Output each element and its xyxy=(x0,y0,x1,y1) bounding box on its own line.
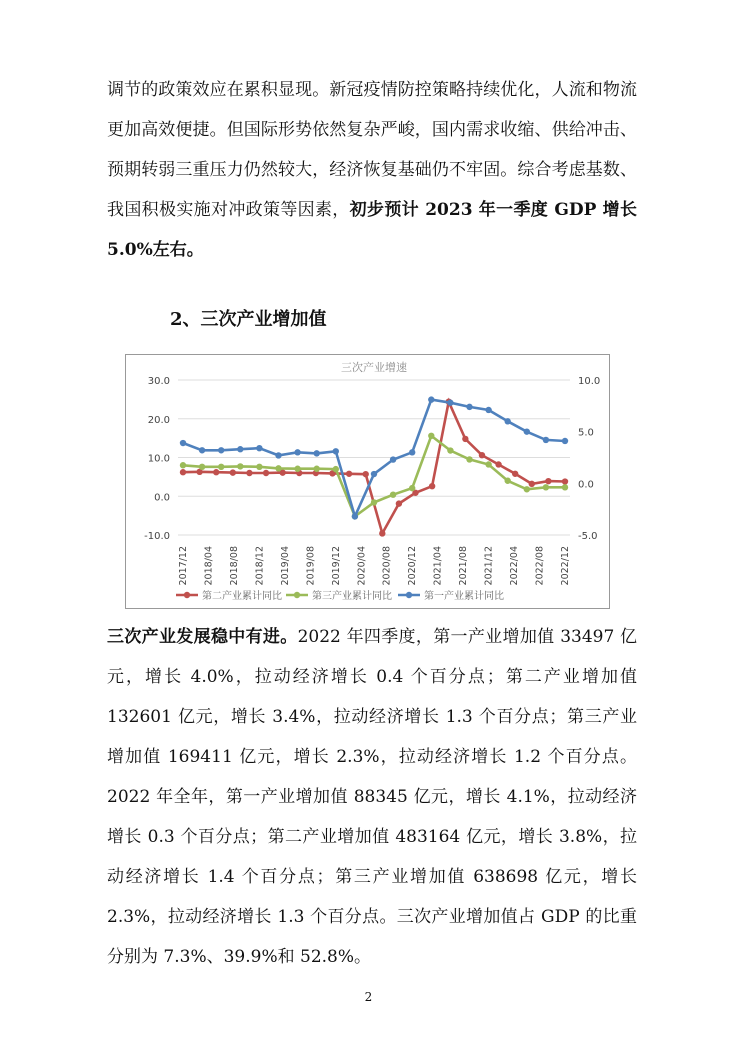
x-tick-label: 2021/04 xyxy=(432,546,444,586)
data-point-series-1 xyxy=(495,461,501,467)
data-point-series-3 xyxy=(275,452,281,458)
paragraph-industry-value xyxy=(107,617,637,977)
data-point-series-3 xyxy=(409,449,415,455)
x-tick-label: 2020/12 xyxy=(407,546,419,586)
data-point-series-2 xyxy=(466,456,472,462)
data-point-series-1 xyxy=(362,471,368,477)
data-point-series-2 xyxy=(371,499,377,505)
data-point-series-2 xyxy=(218,464,224,470)
page-number: 2 xyxy=(364,990,373,1004)
y-tick-left: 20.0 xyxy=(147,414,170,426)
data-point-series-2 xyxy=(485,461,491,467)
data-point-series-3 xyxy=(428,396,434,402)
data-point-series-2 xyxy=(409,485,415,491)
data-point-series-3 xyxy=(485,407,491,413)
data-point-series-1 xyxy=(379,530,385,536)
data-point-series-1 xyxy=(396,500,402,506)
data-point-series-3 xyxy=(294,449,300,455)
y-tick-right: 5.0 xyxy=(578,427,594,439)
data-point-series-3 xyxy=(390,456,396,462)
chart-svg xyxy=(126,355,609,608)
chart-title: 三次产业增速 xyxy=(341,361,407,374)
data-point-series-3 xyxy=(371,471,377,477)
x-tick-label: 2022/08 xyxy=(534,546,546,586)
data-point-series-1 xyxy=(545,478,551,484)
data-point-series-1 xyxy=(562,478,568,484)
paragraph-bold-lead: 三次产业发展稳中有进。 xyxy=(107,627,298,647)
data-point-series-2 xyxy=(256,464,262,470)
data-point-series-3 xyxy=(466,404,472,410)
legend-label: 第三产业累计同比 xyxy=(312,591,392,602)
legend-swatch-marker xyxy=(184,592,190,598)
data-point-series-2 xyxy=(294,466,300,472)
data-point-series-2 xyxy=(314,466,320,472)
x-tick-label: 2021/08 xyxy=(458,546,470,586)
data-point-series-3 xyxy=(543,437,549,443)
data-point-series-3 xyxy=(180,440,186,446)
data-point-series-3 xyxy=(352,513,358,519)
data-point-series-3 xyxy=(524,428,530,434)
data-point-series-1 xyxy=(429,483,435,489)
data-point-series-3 xyxy=(505,418,511,424)
data-point-series-2 xyxy=(505,478,511,484)
y-tick-right: 0.0 xyxy=(578,479,594,491)
x-tick-label: 2021/12 xyxy=(483,546,495,586)
x-tick-label: 2020/04 xyxy=(356,546,368,586)
data-point-series-2 xyxy=(524,486,530,492)
data-point-series-1 xyxy=(213,469,219,475)
x-tick-label: 2022/12 xyxy=(560,546,571,586)
y-tick-right: -5.0 xyxy=(578,531,598,542)
x-tick-label: 2018/08 xyxy=(228,546,240,586)
data-point-series-1 xyxy=(263,470,269,476)
legend-swatch-marker xyxy=(406,592,412,598)
legend-label: 第二产业累计同比 xyxy=(202,591,282,602)
x-tick-label: 2019/08 xyxy=(305,546,317,586)
industry-growth-chart xyxy=(125,354,610,609)
y-tick-left: 0.0 xyxy=(154,492,170,504)
paragraph-text: 调节的政策效应在累积显现。新冠疫情防控策略持续优化，人流和物流更加高效便捷。但国际形势依然复杂严峻，国内需求收缩、供给冲击、预期转弱三重压力仍然较大，经济恢复基础仍不牢固。综合考虑基数、我国积极实施对冲政策等因素， xyxy=(107,80,637,220)
data-point-series-1 xyxy=(479,452,485,458)
data-point-series-1 xyxy=(230,469,236,475)
data-point-series-2 xyxy=(180,462,186,468)
data-point-series-3 xyxy=(237,446,243,452)
data-point-series-2 xyxy=(199,464,205,470)
data-point-series-1 xyxy=(246,470,252,476)
y-tick-left: -10.0 xyxy=(144,531,170,542)
data-point-series-2 xyxy=(543,484,549,490)
data-point-series-3 xyxy=(256,445,262,451)
x-tick-label: 2020/08 xyxy=(381,546,393,586)
x-tick-label: 2022/04 xyxy=(509,546,521,586)
paragraph-gdp-forecast xyxy=(107,70,637,270)
data-point-series-2 xyxy=(390,492,396,498)
section-heading: 2、三次产业增加值 xyxy=(170,309,327,330)
data-point-series-2 xyxy=(333,466,339,472)
data-point-series-2 xyxy=(562,484,568,490)
data-point-series-3 xyxy=(314,450,320,456)
x-tick-label: 2018/12 xyxy=(254,546,266,586)
data-point-series-1 xyxy=(529,481,535,487)
paragraph-bold-text: 初步预计 2023 年一季度 GDP 增长 5.0%左右。 xyxy=(107,200,637,260)
data-point-series-1 xyxy=(512,471,518,477)
x-tick-label: 2017/12 xyxy=(178,546,189,586)
y-tick-left: 30.0 xyxy=(147,376,170,387)
data-point-series-1 xyxy=(180,469,186,475)
x-tick-label: 2018/04 xyxy=(203,546,215,586)
x-tick-label: 2019/04 xyxy=(279,546,291,586)
data-point-series-1 xyxy=(346,471,352,477)
legend-label: 第一产业累计同比 xyxy=(424,591,504,602)
paragraph-text: 2022 年四季度，第一产业增加值 33497 亿元，增长 4.0%，拉动经济增长 0.4 个百分点；第二产业增加值 132601 亿元，增长 3.4%，拉动经济增长 1.3 个百分点；第三产业增加值 169411 亿元，增长 2.3%，拉动经济增长 1.2 个百分点。2022 年全年，第一产业增加值 88345 亿元，增长 4.1%，拉动经济增长 0.3 个百分点；第二产业增加值 483164 亿元，增长 3.8%，拉动经济增长 1.4 个百分点；第三产业增加值 638698 亿元，增长 2.3%，拉动经济增长 1.3 个百分点。三次产业增加值占 GDP 的比重分别为 7.3%、39.9%和 52.8%。 xyxy=(107,627,638,967)
data-point-series-2 xyxy=(447,447,453,453)
data-point-series-3 xyxy=(199,447,205,453)
x-tick-label: 2019/12 xyxy=(330,546,342,586)
y-tick-right: 10.0 xyxy=(578,376,601,387)
data-point-series-2 xyxy=(275,465,281,471)
data-point-series-2 xyxy=(428,433,434,439)
data-point-series-2 xyxy=(237,463,243,469)
data-point-series-3 xyxy=(447,400,453,406)
y-tick-left: 10.0 xyxy=(147,453,170,465)
data-point-series-3 xyxy=(333,448,339,454)
data-point-series-3 xyxy=(218,447,224,453)
data-point-series-1 xyxy=(462,436,468,442)
data-point-series-3 xyxy=(562,438,568,444)
legend-swatch-marker xyxy=(294,592,300,598)
